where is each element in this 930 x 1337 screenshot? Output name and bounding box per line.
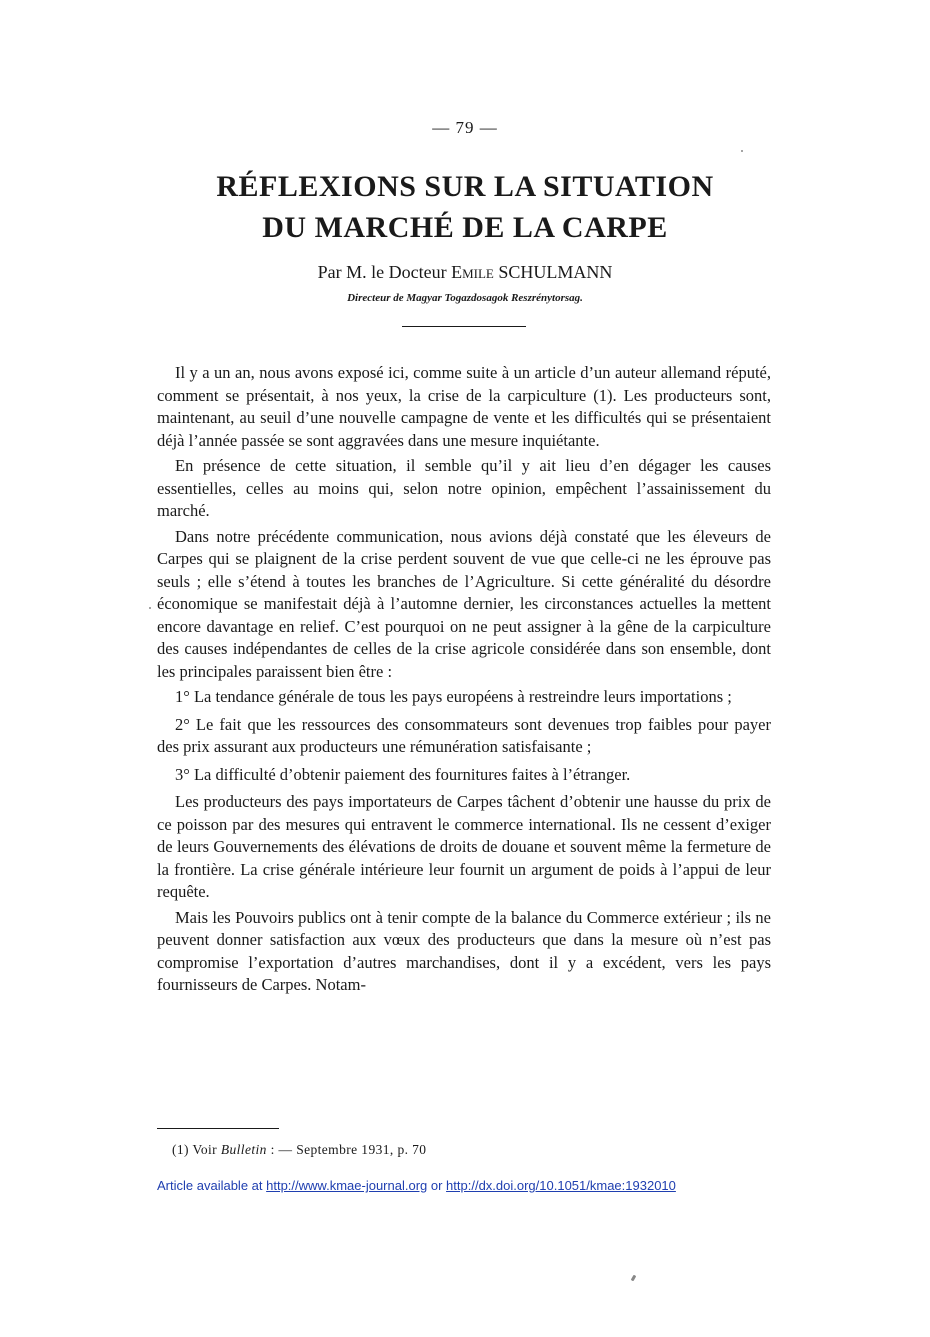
article-body bbox=[157, 362, 771, 1000]
article-title bbox=[0, 166, 930, 248]
scan-speck bbox=[149, 607, 151, 609]
list-item-2: 2° Le fait que les ressources des consommateurs sont devenues trop faibles pour payer des prix assurant aux producteurs une rémunération satisfaisante ; bbox=[157, 714, 771, 756]
paragraph-4: Les producteurs des pays importateurs de Carpes tâchent d’obtenir une hausse du prix de ce poisson par des mesures qui entravent le commerce international. Ils ne cessent d’exiger de leurs Gouvernements des élévations de droits de douane et souvent même la fermeture de la frontière. La crise générale intérieure leur fournit un argument de poids à l’appui de leur requête. bbox=[157, 792, 771, 901]
footnote-source: Bulletin bbox=[220, 1142, 267, 1157]
scan-speck bbox=[631, 1275, 637, 1282]
scan-speck bbox=[741, 150, 743, 152]
byline-prefix: Par M. le Docteur bbox=[317, 262, 452, 282]
list-item-1: 1° La tendance générale de tous les pays européens à restreindre leurs importations ; bbox=[175, 687, 732, 706]
author-last-name: SCHULMANN bbox=[493, 262, 613, 282]
list-item-3: 3° La difficulté d’obtenir paiement des fournitures faites à l’étranger. bbox=[175, 764, 631, 784]
footnote-rest: : — Septembre 1931, p. 70 bbox=[266, 1142, 427, 1157]
author-byline bbox=[0, 262, 930, 283]
doi-link[interactable]: http://dx.doi.org/10.1051/kmae:1932010 bbox=[446, 1178, 676, 1193]
footnote-divider bbox=[157, 1128, 279, 1129]
title-divider bbox=[402, 326, 526, 327]
paragraph-2: En présence de cette situation, il semble qu’il y ait lieu d’en dégager les causes essentielles, celles au moins qui, selon notre opinion, empêchent l’assainissement du marché. bbox=[157, 456, 771, 520]
page-number: — 79 — bbox=[432, 118, 498, 137]
author-first-name: Emile bbox=[451, 262, 494, 282]
footnote-marker: (1) Voir bbox=[172, 1142, 221, 1157]
footnote bbox=[172, 1142, 426, 1158]
paragraph-1: Il y a un an, nous avons exposé ici, comme suite à un article d’un auteur allemand réputé, comment se présentait, à nos yeux, la crise de la carpiculture (1). Les producteurs sont, maintenant, au seuil d’une nouvelle campagne de vente et les difficultés qui se présentaient déjà l’année passée se sont aggravées dans une mesure inquiétante. bbox=[157, 363, 771, 450]
paragraph-3: Dans notre précédente communication, nous avions déjà constaté que les éleveurs de Carpes qui se plaignent de la crise perdent souvent de vue que celle-ci ne les éprouve pas seuls ; elle s’étend à toutes les branches de l’Agriculture. Si cette généralité du désordre économique se manifestait déjà à l’automne dernier, les circonstances actuelles la mettent encore davantage en relief. C’est pourquoi on ne peut assigner à la gêne de la carpiculture des causes indépendantes de celles de la crise agricole considérée dans son ensemble, dont les principales paraissent bien être : bbox=[157, 526, 771, 681]
title-line-1: RÉFLEXIONS SUR LA SITUATION bbox=[216, 170, 714, 203]
article-availability bbox=[157, 1178, 676, 1193]
author-affiliation: Directeur de Magyar Togazdosagok Reszrénytorsag. bbox=[347, 292, 583, 304]
article-link-prefix: Article available at bbox=[157, 1178, 267, 1193]
journal-link[interactable]: http://www.kmae-journal.org bbox=[266, 1178, 428, 1193]
paragraph-5: Mais les Pouvoirs publics ont à tenir compte de la balance du Commerce extérieur ; ils ne peuvent donner satisfaction aux vœux des producteurs que dans la mesure où n’est pas compromise l’exportation d’autres marchandises, dont il y a excédent, vers les pays fournisseurs de Carpes. Notam- bbox=[157, 907, 771, 994]
title-line-2: DU MARCHÉ DE LA CARPE bbox=[262, 211, 668, 244]
article-link-middle: or bbox=[427, 1178, 447, 1193]
